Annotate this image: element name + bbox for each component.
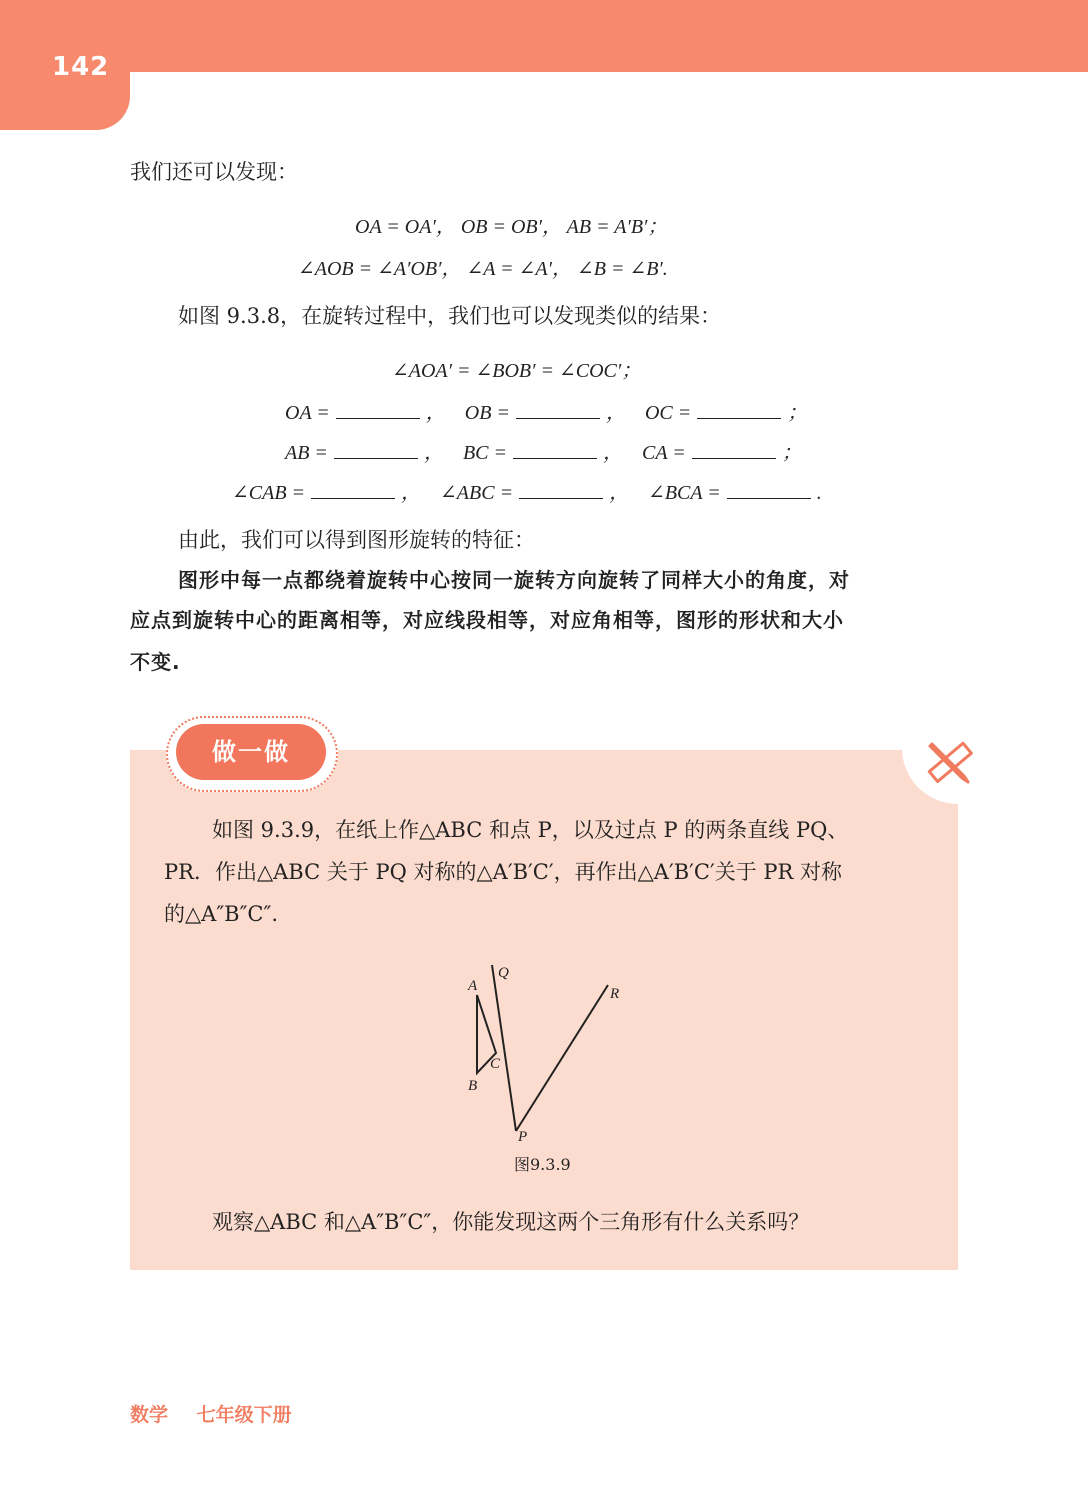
answer-blank [513, 440, 597, 459]
activity-badge: 做一做 [176, 724, 326, 780]
label-b: B [468, 1078, 478, 1094]
answer-blank [727, 480, 811, 499]
label-c: C [490, 1056, 501, 1072]
answer-blank [334, 440, 418, 459]
label-a: A [468, 978, 478, 994]
answer-blank [692, 440, 776, 459]
equation-3: ∠AOA′ = ∠BOB′ = ∠COC′； [392, 360, 642, 382]
pencil-ruler-icon [922, 738, 976, 790]
activity-line-1: 如图 9.3.9，在纸上作△ABC 和点 P，以及过点 P 的两条直线 PQ、 [212, 818, 849, 842]
blank-row-2: AB = ， BC = ， CA = ； [285, 442, 802, 464]
conclusion-line-2: 应点到旋转中心的距离相等，对应线段相等，对应角相等，图形的形状和大小 [130, 608, 844, 632]
header-bar [0, 0, 1088, 72]
equation-1: OA = OA′， OB = OB′， AB = A′B′； [355, 216, 668, 238]
answer-blank [697, 400, 781, 419]
figure-9-3-9 [440, 955, 640, 1155]
line-pq [492, 965, 516, 1131]
label-q: Q [498, 965, 509, 981]
blank-row-1: OA = ， OB = ， OC = ； [285, 402, 808, 424]
conclusion-line-3: 不变. [130, 650, 181, 674]
activity-line-2: PR．作出△ABC 关于 PQ 对称的△A′B′C′，再作出△A′B′C′关于 PR 对称 [164, 860, 843, 884]
figure-reference-text: 如图 9.3.8，在旋转过程中，我们也可以发现类似的结果： [178, 304, 722, 328]
page-number: 142 [52, 52, 110, 82]
conclusion-intro: 由此，我们可以得到图形旋转的特征： [178, 528, 535, 552]
footer-subject: 数学 [130, 1404, 169, 1426]
equation-2: ∠AOB = ∠A′OB′， ∠A = ∠A′， ∠B = ∠B′. [298, 258, 668, 280]
label-p: P [518, 1129, 528, 1145]
blank-row-3: ∠CAB = ， ∠ABC = ， ∠BCA = . [232, 482, 822, 504]
conclusion-line-1: 图形中每一点都绕着旋转中心按同一旋转方向旋转了同样大小的角度，对 [178, 568, 850, 592]
figure-caption: 图9.3.9 [514, 1155, 571, 1174]
answer-blank [519, 480, 603, 499]
answer-blank [516, 400, 600, 419]
label-r: R [610, 986, 620, 1002]
line-pr [516, 985, 608, 1131]
footer [130, 1400, 314, 1427]
intro-text: 我们还可以发现： [130, 160, 298, 184]
answer-blank [336, 400, 420, 419]
footer-grade: 七年级下册 [196, 1404, 292, 1426]
activity-question: 观察△ABC 和△A″B″C″，你能发现这两个三角形有什么关系吗？ [212, 1210, 810, 1234]
answer-blank [311, 480, 395, 499]
activity-line-3: 的△A″B″C″. [164, 902, 279, 926]
